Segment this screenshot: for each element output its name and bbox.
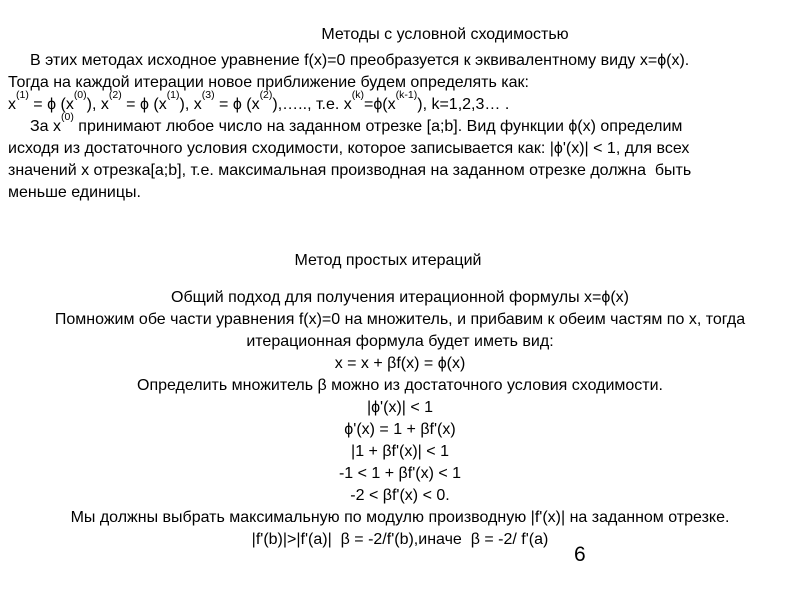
formula-line: ϕ'(x) = 1 + βf'(x) (344, 421, 456, 438)
formula-line: |1 + βf'(x)| < 1 (351, 443, 449, 460)
formula-line: |f'(b)|>|f'(a)| β = -2/f'(b),иначе β = -2/ f'(a) (251, 531, 549, 548)
intro-line: Тогда на каждой итерации новое приближение будем определять как: (8, 74, 529, 91)
page-number: 6 (574, 543, 586, 566)
derivation-line: итерационная формула будет иметь вид: (246, 333, 554, 350)
derivation-block (0, 287, 800, 551)
intro-line: В этих методах исходное уравнение f(x)=0 преобразуется к эквивалентному виду x=ϕ(x). (30, 52, 690, 69)
formula-line: |ϕ'(x)| < 1 (366, 399, 434, 416)
formula-line: x = x + βf(x) = ϕ(x) (334, 355, 466, 372)
intro-line: меньше единицы. (8, 184, 141, 201)
formula-line: -1 < 1 + βf'(x) < 1 (338, 465, 462, 482)
derivation-line: Определить множитель β можно из достаточного условия сходимости. (137, 377, 663, 394)
derivation-line: Помножим обе части уравнения f(x)=0 на множитель, и прибавим к обеим частям по x, тогда (54, 311, 746, 328)
section-heading: Метод простых итераций (294, 252, 482, 269)
slide-title: Методы с условной сходимостью (321, 26, 569, 43)
intro-line: исходя из достаточного условия сходимости, которое записывается как: |ϕ'(x)| < 1, для всех (8, 140, 690, 157)
derivation-line: Мы должны выбрать максимальную по модулю производную |f'(x)| на заданном отрезке. (70, 509, 730, 526)
formula-line: -2 < βf'(x) < 0. (350, 487, 450, 504)
intro-paragraph (0, 50, 800, 204)
derivation-line: Общий подход для получения итерационной формулы x=ϕ(x) (171, 289, 629, 306)
iteration-formula-line: $x^{(1)} = \phi$ $(x^{(0)})$, $x^{(2)} = \phi$ $(x^{(1)})$, $x^{(3)} = \phi$ $(x^{(2)}),\dots$.., т.е. $x^{(k)}=\phi(x^{(k-1)})$, k=1,2,3… . (8, 89, 510, 113)
intro-line: За $x^{(0)}$ принимают любое число на заданном отрезке [a;b]. Вид функции ϕ(x) определим (30, 111, 683, 135)
intro-line: значений x отрезка[a;b], т.е. максимальная производная на заданном отрезке должна быть (8, 162, 692, 179)
